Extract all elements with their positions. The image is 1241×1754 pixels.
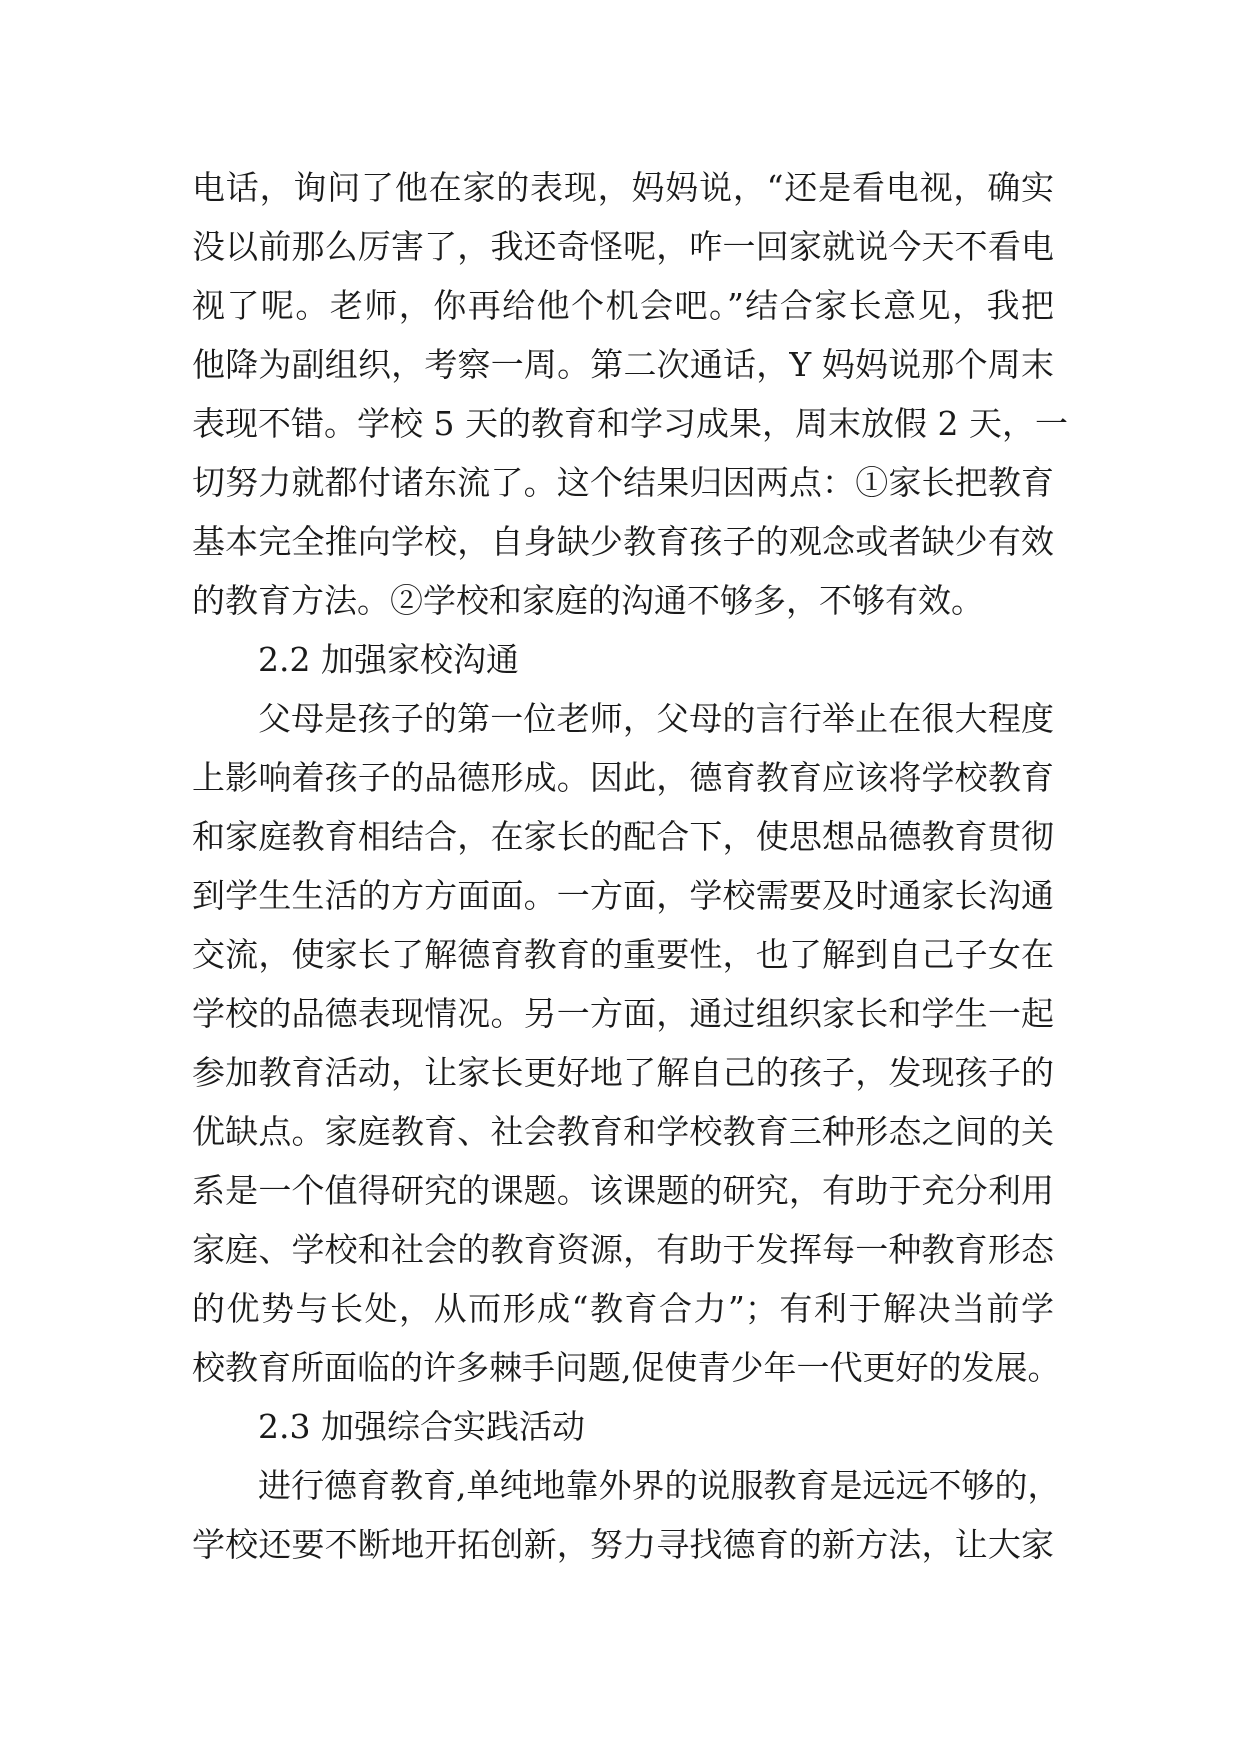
paragraph-line: 切努力就都付诸东流了。这个结果归因两点：①家长把教育	[192, 463, 1054, 502]
paragraph-line: 进行德育教育,单纯地靠外界的说服教育是远远不够的，	[258, 1466, 1061, 1505]
paragraph-line: 他降为副组织，考察一周。第二次通话，Y 妈妈说那个周末	[192, 345, 1054, 384]
paragraph-line: 电话，询问了他在家的表现，妈妈说，“还是看电视，确实	[192, 168, 1054, 207]
paragraph-line: 没以前那么厉害了，我还奇怪呢，咋一回家就说今天不看电	[192, 227, 1054, 266]
paragraph-line: 系是一个值得研究的课题。该课题的研究，有助于充分利用	[192, 1171, 1054, 1210]
paragraph-line: 表现不错。学校 5 天的教育和学习成果，周末放假 2 天，一	[192, 404, 1068, 443]
paragraph-line: 参加教育活动，让家长更好地了解自己的孩子，发现孩子的	[192, 1053, 1054, 1092]
paragraph-line: 交流，使家长了解德育教育的重要性，也了解到自己子女在	[192, 935, 1054, 974]
paragraph-line: 视了呢。老师，你再给他个机会吧。”结合家长意见，我把	[192, 286, 1054, 325]
paragraph-line: 和家庭教育相结合，在家长的配合下，使思想品德教育贯彻	[192, 817, 1054, 856]
paragraph-line: 基本完全推向学校，自身缺少教育孩子的观念或者缺少有效	[192, 522, 1054, 561]
paragraph-line: 学校的品德表现情况。另一方面，通过组织家长和学生一起	[192, 994, 1054, 1033]
paragraph-line: 的教育方法。②学校和家庭的沟通不够多，不够有效。	[192, 581, 984, 620]
paragraph-line: 学校还要不断地开拓创新，努力寻找德育的新方法，让大家	[192, 1525, 1054, 1564]
paragraph-line: 的优势与长处，从而形成“教育合力”；有利于解决当前学	[192, 1289, 1054, 1328]
section-heading: 2.3 加强综合实践活动	[258, 1407, 585, 1446]
paragraph-line: 家庭、学校和社会的教育资源，有助于发挥每一种教育形态	[192, 1230, 1054, 1269]
document-body	[192, 158, 1068, 1574]
paragraph-line: 优缺点。家庭教育、社会教育和学校教育三种形态之间的关	[192, 1112, 1054, 1151]
paragraph-line: 到学生生活的方方面面。一方面，学校需要及时通家长沟通	[192, 876, 1054, 915]
paragraph-line: 父母是孩子的第一位老师，父母的言行举止在很大程度	[258, 699, 1054, 738]
section-heading: 2.2 加强家校沟通	[258, 640, 519, 679]
paragraph-line: 校教育所面临的许多棘手问题,促使青少年一代更好的发展。	[192, 1348, 1061, 1387]
paragraph-line: 上影响着孩子的品德形成。因此，德育教育应该将学校教育	[192, 758, 1054, 797]
